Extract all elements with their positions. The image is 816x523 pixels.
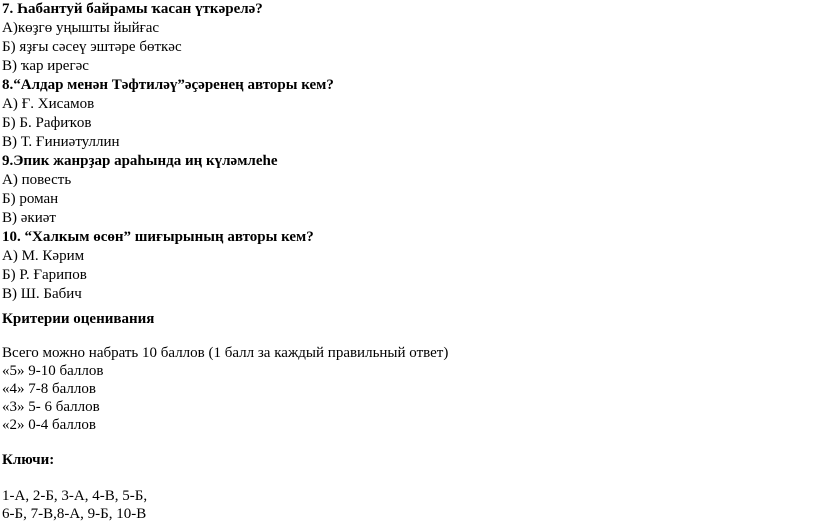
question-8-option-c: В) Т. Ғиниәтуллин	[2, 134, 120, 150]
question-9-option-b: Б) роман	[2, 191, 59, 207]
question-7-option-b: Б) яҙғы сәсеү эштәре бөткәс	[2, 39, 182, 55]
keys-heading: Ключи:	[2, 452, 55, 468]
question-10-option-a: А) М. Кәрим	[2, 248, 85, 264]
question-10-option-c: В) Ш. Бабич	[2, 286, 82, 302]
criteria-intro: Всего можно набрать 10 баллов (1 балл за каждый правильный ответ)	[2, 345, 449, 361]
keys-line-1: 1-А, 2-Б, 3-А, 4-В, 5-Б,	[2, 488, 148, 504]
question-9-option-a: А) повесть	[2, 172, 72, 188]
question-8-title: 8.“Алдар менән Тәфтиләү”әҫәренең авторы кем?	[2, 77, 334, 93]
criteria-grade-3: «3» 5- 6 баллов	[2, 399, 100, 415]
question-7-option-a: А)көҙгө уңышты йыйғас	[2, 20, 160, 36]
keys-line-2: 6-Б, 7-В,8-А, 9-Б, 10-В	[2, 506, 147, 522]
question-7-option-c: В) ҡар ирегәс	[2, 58, 89, 74]
question-7-title: 7. Һабантуй байрамы ҡасан үткәрелә?	[2, 1, 263, 17]
criteria-heading: Критерии оценивания	[2, 311, 155, 327]
criteria-grade-2: «2» 0-4 баллов	[2, 417, 96, 433]
criteria-grade-4: «4» 7-8 баллов	[2, 381, 96, 397]
question-8-option-b: Б) Б. Рафиҡов	[2, 115, 92, 131]
criteria-grade-5: «5» 9-10 баллов	[2, 363, 104, 379]
question-10-title: 10. “Халкым өсөн” шиғырының авторы кем?	[2, 229, 314, 245]
question-9-option-c: В) әкиәт	[2, 210, 56, 226]
question-9-title: 9.Эпик жанрҙар араһында иң күләмлеһе	[2, 153, 278, 169]
question-10-option-b: Б) Р. Ғарипов	[2, 267, 87, 283]
question-8-option-a: А) Ғ. Хисамов	[2, 96, 95, 112]
